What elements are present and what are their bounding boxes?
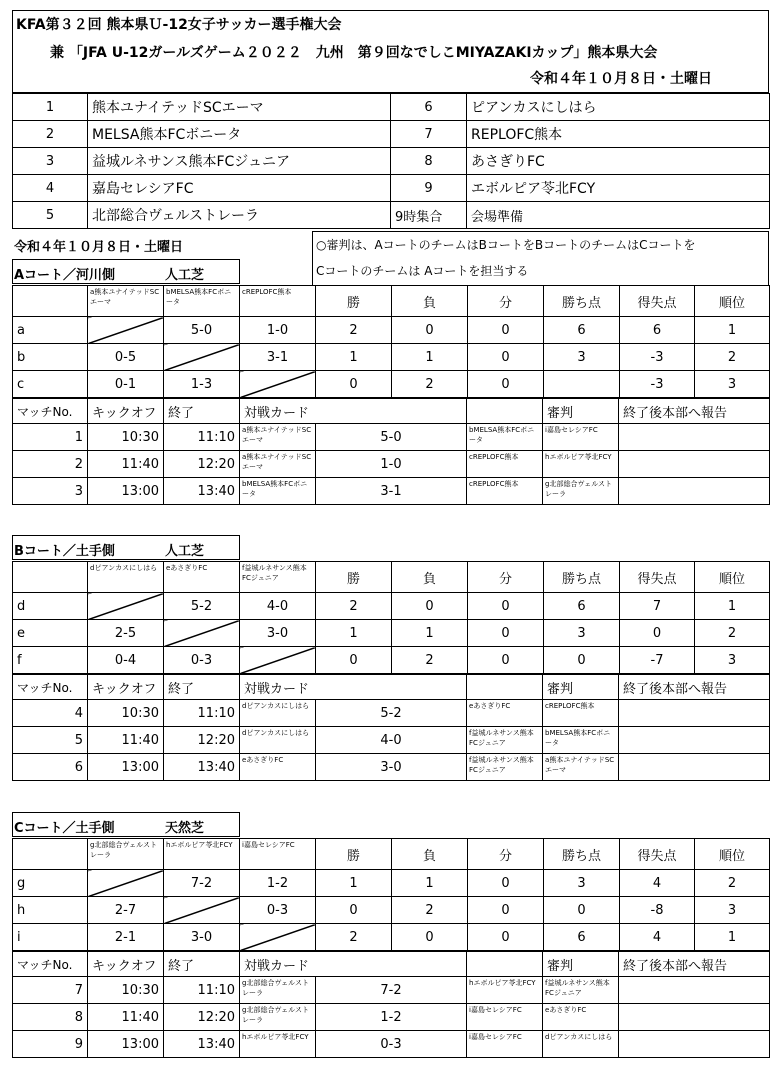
match-row [13,727,770,754]
end-time: 12:20 [164,727,240,754]
report-cell [619,727,770,754]
stat-cell: 0 [468,870,544,897]
result-cell [240,371,316,398]
stat-cell: 3 [695,897,770,924]
kickoff-header: キックオフ [88,952,164,977]
card-header: 対戦カード [240,675,467,700]
match-no: 3 [13,478,88,505]
stat-header: 順位 [695,839,770,870]
blank-header [467,952,543,977]
team-name: REPLOFC熊本 [467,121,770,148]
report-cell [619,451,770,478]
result-cell: 2-7 [88,897,164,924]
stat-header: 分 [468,839,544,870]
result-cell: 5-0 [164,317,240,344]
report-cell [619,1004,770,1031]
row-id: f [13,647,88,674]
report-cell [619,700,770,727]
stat-header: 負 [392,562,468,593]
tournament-title: KFA第３２回 熊本県Ｕ-12女子サッカー選手権大会 [16,17,342,33]
standings-row [13,593,770,620]
team-row [13,94,770,121]
stat-header: 得失点 [620,562,695,593]
report-cell [619,1031,770,1058]
team-name: あさぎりFC [467,148,770,175]
report-cell [619,478,770,505]
meeting-time: 9時集合 [391,202,467,229]
standings-row [13,924,770,951]
standings-row [13,647,770,674]
stat-cell: 2 [695,620,770,647]
home-team: g北部総合ヴェルストレーラ [240,977,316,1004]
team-no: 5 [13,202,88,229]
referee-note-1: ○審判は、AコートのチームはBコートをBコートのチームはCコートを [316,238,696,252]
match-row [13,977,770,1004]
stat-cell: 6 [544,924,620,951]
row-id: h [13,897,88,924]
match-referee: eあさぎりFC [543,1004,619,1031]
away-team: cREPLOFC熊本 [467,451,543,478]
referee-header: 審判 [543,952,619,977]
match-score: 5-0 [316,424,467,451]
match-row [13,700,770,727]
match-score: 5-2 [316,700,467,727]
home-team: a熊本ユナイテッドSCエーマ [240,451,316,478]
stat-cell: 0 [392,317,468,344]
standings-table [12,285,770,398]
away-team: cREPLOFC熊本 [467,478,543,505]
end-time: 11:10 [164,700,240,727]
match-row [13,1031,770,1058]
report-cell [619,424,770,451]
team-no: 7 [391,121,467,148]
home-team: dピアンカスにしはら [240,727,316,754]
result-cell: 2-5 [88,620,164,647]
team-no: 2 [13,121,88,148]
standings-table [12,561,770,674]
stat-cell: 0 [468,897,544,924]
stat-cell: 0 [468,593,544,620]
kickoff-time: 11:40 [88,451,164,478]
match-score: 1-2 [316,1004,467,1031]
team-header: a熊本ユナイテッドSCエーマ [88,286,164,317]
home-team: hエボルピア苓北FCY [240,1031,316,1058]
match-row [13,424,770,451]
result-cell [88,870,164,897]
match-no-header: マッチNo. [13,952,88,977]
standings-row [13,620,770,647]
result-cell: 0-5 [88,344,164,371]
stat-cell: 6 [544,317,620,344]
home-team: a熊本ユナイテッドSCエーマ [240,424,316,451]
stat-cell: 0 [392,593,468,620]
end-time: 13:40 [164,1031,240,1058]
kickoff-time: 10:30 [88,424,164,451]
corner-cell [13,562,88,593]
stat-cell: 0 [620,620,695,647]
standings-table [12,838,770,951]
away-team: f益城ルネサンス熊本FCジュニア [467,754,543,781]
stat-cell: 0 [468,344,544,371]
stat-cell: 2 [695,870,770,897]
match-referee: dピアンカスにしはら [543,1031,619,1058]
stat-cell: 1 [392,620,468,647]
match-score: 7-2 [316,977,467,1004]
card-header: 対戦カード [240,399,467,424]
blank-header [467,399,543,424]
end-time: 13:40 [164,754,240,781]
result-cell: 0-3 [240,897,316,924]
row-id: b [13,344,88,371]
stat-header: 得失点 [620,839,695,870]
stat-header: 順位 [695,286,770,317]
team-row [13,121,770,148]
result-cell [164,897,240,924]
result-cell: 3-0 [164,924,240,951]
stat-header: 勝 [316,286,392,317]
matches-table [12,674,770,781]
end-time: 13:40 [164,478,240,505]
match-no-header: マッチNo. [13,675,88,700]
standings-row [13,344,770,371]
team-no: 3 [13,148,88,175]
stat-header: 得失点 [620,286,695,317]
match-referee: a熊本ユナイテッドSCエーマ [543,754,619,781]
kickoff-time: 11:40 [88,727,164,754]
stat-header: 負 [392,286,468,317]
row-id: d [13,593,88,620]
match-referee: bMELSA熊本FCボニータ [543,727,619,754]
stat-cell: 3 [544,344,620,371]
team-name: 嘉島セレシアFC [88,175,391,202]
match-no: 9 [13,1031,88,1058]
report-cell [619,754,770,781]
home-team: bMELSA熊本FCボニータ [240,478,316,505]
stat-cell: 0 [544,897,620,924]
row-id: e [13,620,88,647]
match-referee: g北部総合ヴェルストレーラ [543,478,619,505]
card-header: 対戦カード [240,952,467,977]
tournament-date: 令和４年１０月８日・土曜日 [530,71,712,87]
match-row [13,1004,770,1031]
kickoff-time: 13:00 [88,754,164,781]
team-header: dピアンカスにしはら [88,562,164,593]
match-referee: hエボルピア苓北FCY [543,451,619,478]
result-cell: 3-0 [240,620,316,647]
result-cell: 0-1 [88,371,164,398]
report-header: 終了後本部へ報告 [619,399,770,424]
kickoff-time: 10:30 [88,977,164,1004]
home-team: dピアンカスにしはら [240,700,316,727]
match-no: 8 [13,1004,88,1031]
row-id: g [13,870,88,897]
team-header: i嘉島セレシアFC [240,839,316,870]
stat-cell: 0 [544,647,620,674]
match-no: 4 [13,700,88,727]
away-team: i嘉島セレシアFC [467,1031,543,1058]
stat-cell: 0 [468,371,544,398]
match-no: 5 [13,727,88,754]
tournament-subtitle: 兼 「JFA U-12ガールズゲーム２０２２ 九州 第９回なでしこMIYAZAKIカップ」熊本県大会 [50,45,658,61]
stat-cell: -7 [620,647,695,674]
team-name: 熊本ユナイテッドSCエーマ [88,94,391,121]
result-cell: 1-0 [240,317,316,344]
stat-cell: 1 [695,593,770,620]
team-name: MELSA熊本FCボニータ [88,121,391,148]
stat-cell: 1 [392,344,468,371]
corner-cell [13,839,88,870]
match-score: 3-1 [316,478,467,505]
stat-cell: 1 [695,924,770,951]
match-score: 1-0 [316,451,467,478]
stat-cell: 0 [316,371,392,398]
match-score: 4-0 [316,727,467,754]
stat-cell: 3 [544,620,620,647]
result-cell [240,924,316,951]
report-header: 終了後本部へ報告 [619,675,770,700]
stat-header: 勝 [316,562,392,593]
team-header: cREPLOFC熊本 [240,286,316,317]
match-no: 2 [13,451,88,478]
away-team: bMELSA熊本FCボニータ [467,424,543,451]
end-header: 終了 [164,675,240,700]
stat-cell: 2 [316,593,392,620]
match-row [13,478,770,505]
stat-cell: 6 [544,593,620,620]
stat-cell: 0 [316,647,392,674]
stat-cell: 2 [392,897,468,924]
result-cell: 3-1 [240,344,316,371]
standings-row [13,371,770,398]
stat-cell: 0 [468,620,544,647]
stat-cell: 1 [695,317,770,344]
team-name: エボルピア苓北FCY [467,175,770,202]
result-cell: 2-1 [88,924,164,951]
matches-table [12,398,770,505]
schedule-date: 令和４年１０月８日・土曜日 [14,240,184,255]
court-surface: 人工芝 [165,268,205,283]
match-row [13,754,770,781]
stat-cell: 3 [695,371,770,398]
result-cell: 0-4 [88,647,164,674]
stat-cell: 7 [620,593,695,620]
home-team: eあさぎりFC [240,754,316,781]
stat-cell: 1 [392,870,468,897]
match-referee: f益城ルネサンス熊本FCジュニア [543,977,619,1004]
team-header: f益城ルネサンス熊本FCジュニア [240,562,316,593]
result-cell: 1-3 [164,371,240,398]
team-header: hエボルピア苓北FCY [164,839,240,870]
end-header: 終了 [164,952,240,977]
report-cell [619,977,770,1004]
standings-row [13,317,770,344]
stat-cell: 4 [620,870,695,897]
result-cell: 0-3 [164,647,240,674]
end-time: 12:20 [164,451,240,478]
referee-note-2: Cコートのチームは Aコートを担当する [316,264,529,278]
result-cell: 1-2 [240,870,316,897]
stat-cell: -8 [620,897,695,924]
team-name: ピアンカスにしはら [467,94,770,121]
stat-cell: 0 [468,317,544,344]
stat-cell: 1 [316,870,392,897]
away-team: i嘉島セレシアFC [467,1004,543,1031]
team-row [13,148,770,175]
row-id: a [13,317,88,344]
matches-table [12,951,770,1058]
stat-cell: 0 [468,924,544,951]
stat-header: 順位 [695,562,770,593]
match-score: 0-3 [316,1031,467,1058]
match-score: 3-0 [316,754,467,781]
end-time: 11:10 [164,977,240,1004]
home-team: g北部総合ヴェルストレーラ [240,1004,316,1031]
stat-cell: 2 [392,647,468,674]
result-cell [88,593,164,620]
meeting-note: 会場準備 [467,202,770,229]
away-team: eあさぎりFC [467,700,543,727]
result-cell: 7-2 [164,870,240,897]
stat-header: 勝ち点 [544,286,620,317]
result-cell [164,620,240,647]
stat-cell: 4 [620,924,695,951]
stat-cell: 1 [316,620,392,647]
team-row [13,202,770,229]
match-no: 1 [13,424,88,451]
row-id: i [13,924,88,951]
corner-cell [13,286,88,317]
stat-cell: 3 [695,647,770,674]
match-no-header: マッチNo. [13,399,88,424]
stat-cell: 2 [316,924,392,951]
stat-cell: 0 [316,897,392,924]
stat-cell: 1 [316,344,392,371]
team-no: 9 [391,175,467,202]
teams-table [12,93,770,229]
row-id: c [13,371,88,398]
blank-header [467,675,543,700]
match-referee: i嘉島セレシアFC [543,424,619,451]
stat-header: 勝 [316,839,392,870]
team-no: 8 [391,148,467,175]
end-time: 12:20 [164,1004,240,1031]
end-time: 11:10 [164,424,240,451]
kickoff-header: キックオフ [88,399,164,424]
away-team: hエボルピア苓北FCY [467,977,543,1004]
stat-cell: -3 [620,344,695,371]
team-header: g北部総合ヴェルストレーラ [88,839,164,870]
referee-note-box [312,231,769,286]
standings-row [13,897,770,924]
result-cell [88,317,164,344]
result-cell: 4-0 [240,593,316,620]
match-no: 6 [13,754,88,781]
court-name: Aコート／河川側 [14,268,116,283]
kickoff-header: キックオフ [88,675,164,700]
report-header: 終了後本部へ報告 [619,952,770,977]
result-cell: 5-2 [164,593,240,620]
team-no: 6 [391,94,467,121]
stat-cell: 2 [392,371,468,398]
stat-header: 分 [468,286,544,317]
kickoff-time: 11:40 [88,1004,164,1031]
stat-cell: 2 [316,317,392,344]
kickoff-time: 10:30 [88,700,164,727]
end-header: 終了 [164,399,240,424]
team-name: 北部総合ヴェルストレーラ [88,202,391,229]
result-cell [240,647,316,674]
court-surface: 人工芝 [165,544,205,559]
team-header: eあさぎりFC [164,562,240,593]
team-no: 4 [13,175,88,202]
match-referee: cREPLOFC熊本 [543,700,619,727]
stat-cell: 2 [695,344,770,371]
court-name: Bコート／土手側 [14,544,115,559]
stat-cell [544,371,620,398]
stat-header: 負 [392,839,468,870]
standings-row [13,870,770,897]
team-row [13,175,770,202]
away-team: f益城ルネサンス熊本FCジュニア [467,727,543,754]
stat-cell: 0 [468,647,544,674]
result-cell [164,344,240,371]
referee-header: 審判 [543,399,619,424]
match-row [13,451,770,478]
kickoff-time: 13:00 [88,1031,164,1058]
stat-cell: 3 [544,870,620,897]
referee-header: 審判 [543,675,619,700]
stat-cell: -3 [620,371,695,398]
stat-cell: 0 [392,924,468,951]
team-header: bMELSA熊本FCボニータ [164,286,240,317]
stat-header: 勝ち点 [544,839,620,870]
match-no: 7 [13,977,88,1004]
stat-header: 分 [468,562,544,593]
kickoff-time: 13:00 [88,478,164,505]
court-name: Cコート／土手側 [14,821,115,836]
stat-cell: 6 [620,317,695,344]
team-no: 1 [13,94,88,121]
court-surface: 天然芝 [165,821,205,836]
team-name: 益城ルネサンス熊本FCジュニア [88,148,391,175]
stat-header: 勝ち点 [544,562,620,593]
